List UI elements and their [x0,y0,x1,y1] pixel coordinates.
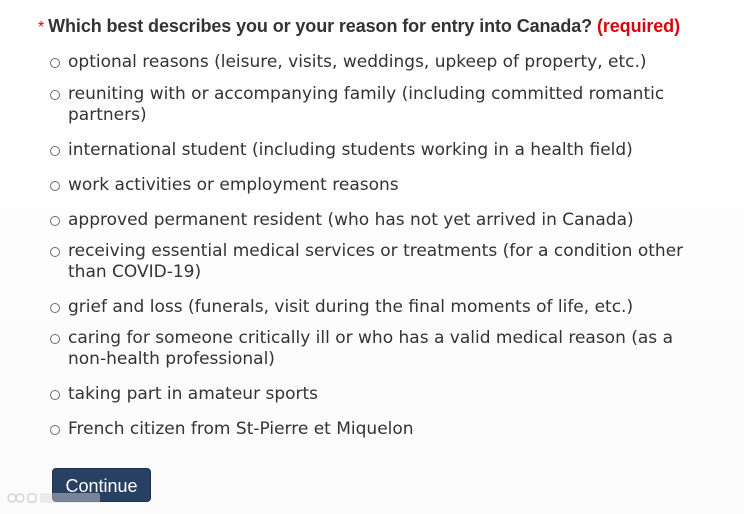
radio-option-caring-for-someone[interactable] [50,328,710,370]
radio-option-french-citizen[interactable] [50,419,710,440]
radio-button[interactable] [50,181,60,191]
required-asterisk: * [38,19,45,36]
radio-option-label[interactable]: approved permanent resident (who has not yet arrived in Canada) [68,210,634,230]
radio-option-label[interactable]: international student (including students working in a health field) [68,140,633,160]
radio-option-label[interactable]: French citizen from St-Pierre et Miquelon [68,419,414,439]
radio-option-label[interactable]: caring for someone critically ill or who has a valid medical reason (as a non-health professional) [68,328,673,369]
radio-option-international-student[interactable] [50,140,710,161]
question-text: Which best describes you or your reason for entry into Canada? [48,16,593,36]
radio-button[interactable] [50,390,60,400]
radio-option-permanent-resident[interactable] [50,210,710,231]
question-heading [38,16,680,37]
radio-option-medical-services[interactable] [50,241,710,283]
radio-option-amateur-sports[interactable] [50,384,710,405]
radio-option-label[interactable]: optional reasons (leisure, visits, weddings, upkeep of property, etc.) [68,52,647,72]
radio-button[interactable] [50,216,60,226]
continue-button[interactable]: Continue [52,468,151,502]
radio-button[interactable] [50,90,60,100]
radio-option-grief-and-loss[interactable] [50,297,710,318]
radio-option-reuniting-family[interactable] [50,84,710,126]
radio-option-label[interactable]: work activities or employment reasons [68,175,399,195]
radio-button[interactable] [50,247,60,257]
required-label: (required) [596,16,680,36]
radio-option-label[interactable]: reuniting with or accompanying family (including committed romantic partners) [68,84,665,125]
radio-option-work-activities[interactable] [50,175,710,196]
radio-button[interactable] [50,334,60,344]
radio-option-optional-reasons[interactable] [50,52,710,73]
radio-button[interactable] [50,303,60,313]
watermark-logo-icon [6,489,102,507]
radio-button[interactable] [50,425,60,435]
radio-option-label[interactable]: receiving essential medical services or treatments (for a condition other than COVID-19) [68,241,684,282]
radio-option-label[interactable]: taking part in amateur sports [68,384,319,404]
radio-option-label[interactable]: grief and loss (funerals, visit during the final moments of life, etc.) [68,297,634,317]
radio-button[interactable] [50,146,60,156]
radio-button[interactable] [50,58,60,68]
